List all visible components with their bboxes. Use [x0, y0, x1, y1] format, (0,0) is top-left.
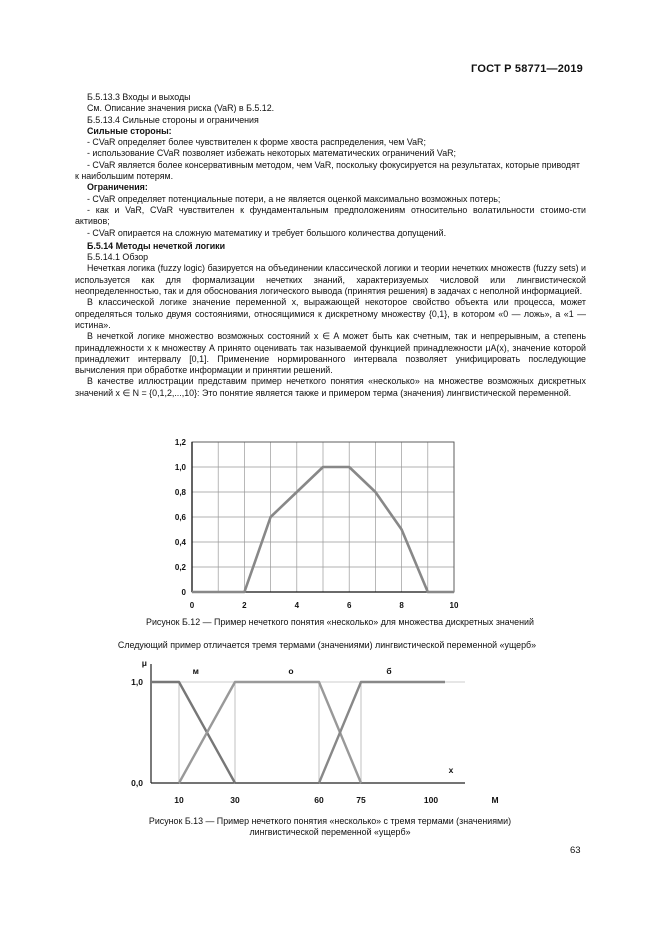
- y-tick-label: 0,4: [174, 538, 186, 547]
- x-tick-label: 8: [399, 601, 404, 610]
- standard-number: ГОСТ Р 58771—2019: [471, 63, 583, 75]
- y-tick-label: 0,8: [174, 488, 186, 497]
- page-number: 63: [570, 845, 581, 856]
- x-tick-label: 30: [230, 795, 240, 805]
- x-axis-label: x: [448, 765, 454, 775]
- y-tick-label: 1,0: [174, 463, 186, 472]
- x-tick-label: 75: [356, 795, 366, 805]
- figure-b13-caption-line1: Рисунок Б.13 — Пример нечеткого понятия «несколько» с тремя термами (значениями): [148, 816, 512, 826]
- y-tick-label: 1,0: [131, 677, 143, 687]
- x-tick-label: 4: [294, 601, 300, 610]
- term-label-b: б: [386, 666, 392, 676]
- between-figures-text: Следующий пример отличается тремя термами (значениями) лингвистической переменной «ущерб»: [117, 640, 537, 650]
- inputs-heading: Б.5.13.3 Входы и выходы: [87, 92, 191, 102]
- figure-b13-caption-line2: лингвистической переменной «ущерб»: [249, 827, 411, 837]
- x-tick-label: 2: [242, 601, 247, 610]
- paragraph: В качестве иллюстрации представим пример нечеткого понятия «несколько» на множестве возможных дискретных значений x ∈ N = {0,1,2,...,10}: Это понятие является также и примером терма (значения) лингвистической переменной.: [75, 376, 586, 398]
- limitations-title: Ограничения:: [87, 182, 148, 193]
- paragraph: В классической логике значение переменной x, выражающей некоторое свойство объекта или процесса, может определяться только двумя состояниями, относящимися к дискретному множеству {0,1}, в котором «0 — ложь», а «1 — истина».: [75, 297, 586, 330]
- y-tick-label: 0,2: [174, 563, 186, 572]
- list-item: - CVaR определяет более чувствителен к форме хвоста распределения, чем VaR;: [87, 137, 426, 148]
- inputs-text: См. Описание значения риска (VaR) в Б.5.12.: [87, 103, 275, 114]
- series-line-b: [319, 682, 445, 783]
- figure-b12-caption: Рисунок Б.12 — Пример нечеткого понятия «несколько» для множества дискретных значений: [146, 617, 534, 627]
- paragraph: В нечеткой логике множество возможных состояний x ∈ A может быть как счетным, так и непрерывным, а степень принадлежности x к множеству A принято оценивать так называемой функцией принадлежности μA(x), значение которой принадлежит интервалу [0,1]. Применение нормированного интервала позволяет унифицировать последующие вычисления при обработке информации и принятии решений.: [75, 331, 586, 376]
- figure-b13-chart: [115, 652, 535, 814]
- y-tick-label: 0,6: [174, 513, 186, 522]
- body-text: [75, 92, 586, 399]
- subsection-heading: Б.5.14.1 Обзор: [87, 252, 149, 263]
- term-label-m: м: [192, 666, 199, 676]
- series-line-m: [151, 682, 235, 783]
- list-item: - CVaR опирается на сложную математику и требует большого количества допущений.: [87, 227, 447, 238]
- list-item: - CVaR является более консервативным методом, чем VaR, поскольку фокусируется на результатах, которые приводят к наибольшим потерям.: [75, 159, 580, 182]
- list-item: - как и VaR, CVaR чувствителен к фундаментальным предположениям относительно волатильности стоимо-сти активов;: [75, 204, 586, 227]
- list-item: - CVaR определяет потенциальные потери, а не является оценкой максимально возможных потерь;: [87, 193, 501, 204]
- section-heading: Б.5.14 Методы нечеткой логики: [87, 240, 226, 251]
- x-tick-label: 10: [449, 601, 459, 610]
- strengths-title: Сильные стороны:: [87, 125, 172, 136]
- term-label-o: о: [288, 666, 294, 676]
- x-unit-label: M: [491, 795, 499, 805]
- x-tick-label: 6: [346, 601, 352, 610]
- y-tick-label: 0: [181, 588, 186, 597]
- paragraph: Нечеткая логика (fuzzy logic) базируется на объединении классической логики и теории нечетких множеств (fuzzy sets) и используется как для формализации нечетких знаний, характеризуемых числовой или лингвистической неопределенностью, так и для обоснования логического вывода (принятия решения) в задачах с неполной информацией.: [75, 263, 586, 297]
- y-tick-label: 0,0: [131, 778, 143, 788]
- x-tick-label: 10: [174, 795, 184, 805]
- list-item: - использование CVaR позволяет избежать некоторых математических ограничений VaR;: [87, 148, 457, 159]
- x-tick-label: 60: [314, 795, 324, 805]
- x-tick-label: 0: [189, 601, 195, 610]
- figure-b12-chart: [170, 435, 470, 615]
- y-tick-label: 1,2: [174, 438, 186, 447]
- series-line-o: [179, 682, 361, 783]
- x-tick-label: 100: [423, 795, 439, 805]
- y-axis-label: μ: [141, 658, 147, 668]
- strengths-heading: Б.5.13.4 Сильные стороны и ограничения: [87, 114, 259, 125]
